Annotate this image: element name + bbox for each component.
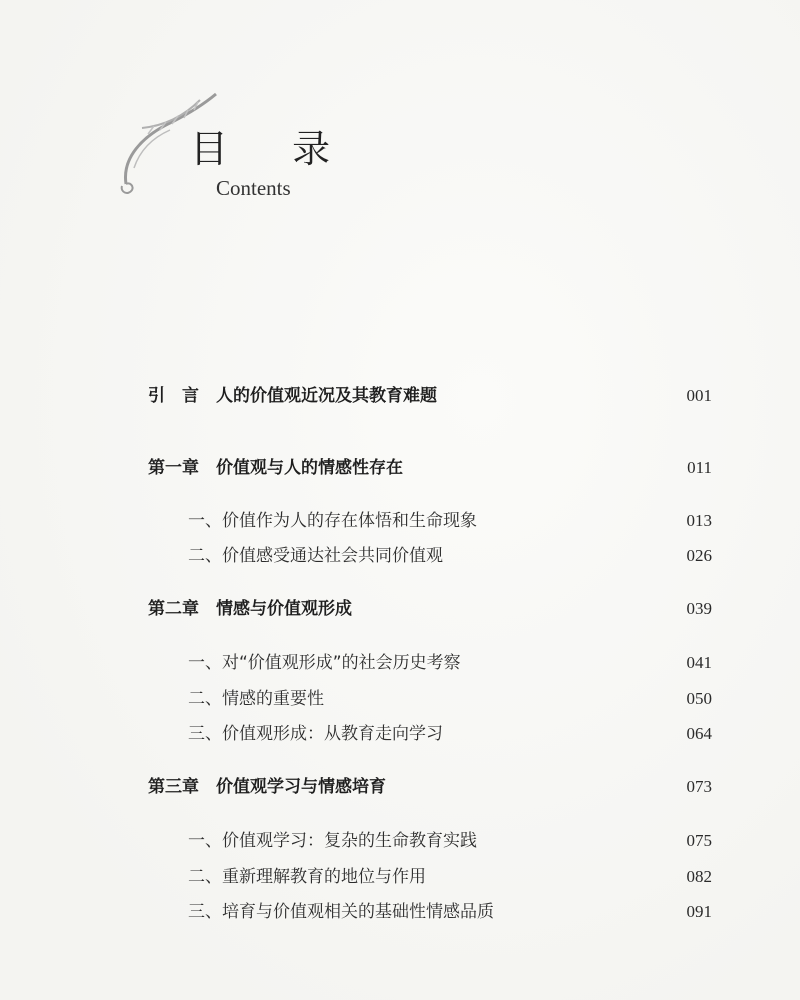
toc-entry-label: 二、重新理解教育的地位与作用 — [188, 867, 426, 887]
toc-entry-page: 082 — [686, 867, 712, 886]
toc-entry-label: 二、情感的重要性 — [188, 689, 324, 709]
page-title: 目 录 — [190, 127, 357, 171]
toc-entry-page: 001 — [686, 386, 712, 405]
toc-entry-page: 011 — [687, 458, 712, 477]
toc-entry-page: 013 — [686, 511, 712, 530]
toc-entry-section-2-1[interactable] — [0, 648, 800, 678]
toc-entry-section-2-2[interactable] — [0, 684, 800, 714]
toc-entry-chapter-1[interactable] — [0, 453, 800, 483]
toc-entry-page: 073 — [686, 777, 712, 796]
toc-entry-chapter-3[interactable] — [0, 772, 800, 802]
toc-entry-chapter-2[interactable] — [0, 594, 800, 624]
toc-entry-label: 第三章 价值观学习与情感培育 — [148, 777, 386, 797]
toc-entry-page: 039 — [686, 599, 712, 618]
toc-entry-label: 一、价值作为人的存在体悟和生命现象 — [188, 511, 477, 531]
toc-entry-page: 050 — [686, 689, 712, 708]
toc-entry-page: 041 — [686, 653, 712, 672]
toc-entry-section-3-1[interactable] — [0, 826, 800, 856]
toc-entry-section-3-3[interactable] — [0, 897, 800, 927]
toc-entry-page: 064 — [686, 724, 712, 743]
page-subtitle: Contents — [216, 176, 291, 200]
toc-entry-label: 第二章 情感与价值观形成 — [148, 599, 352, 619]
toc-entry-label: 引 言 人的价值观近况及其教育难题 — [148, 386, 437, 406]
toc-entry-label: 二、价值感受通达社会共同价值观 — [188, 546, 443, 566]
toc-entry-section-1-2[interactable] — [0, 541, 800, 571]
toc-entry-label: 第一章 价值观与人的情感性存在 — [148, 458, 403, 478]
toc-entry-page: 075 — [686, 831, 712, 850]
toc-entry-section-3-2[interactable] — [0, 862, 800, 892]
toc-entry-label: 三、培育与价值观相关的基础性情感品质 — [188, 902, 494, 922]
toc-entry-page: 026 — [686, 546, 712, 565]
toc-entry-intro[interactable] — [0, 381, 800, 411]
toc-entry-section-1-1[interactable] — [0, 506, 800, 536]
toc-entry-label: 一、对“价值观形成”的社会历史考察 — [188, 653, 461, 673]
toc-entry-section-2-3[interactable] — [0, 719, 800, 749]
toc-entry-label: 一、价值观学习：复杂的生命教育实践 — [188, 831, 477, 851]
toc-entry-label: 三、价值观形成：从教育走向学习 — [188, 724, 443, 744]
toc-entry-page: 091 — [686, 902, 712, 921]
